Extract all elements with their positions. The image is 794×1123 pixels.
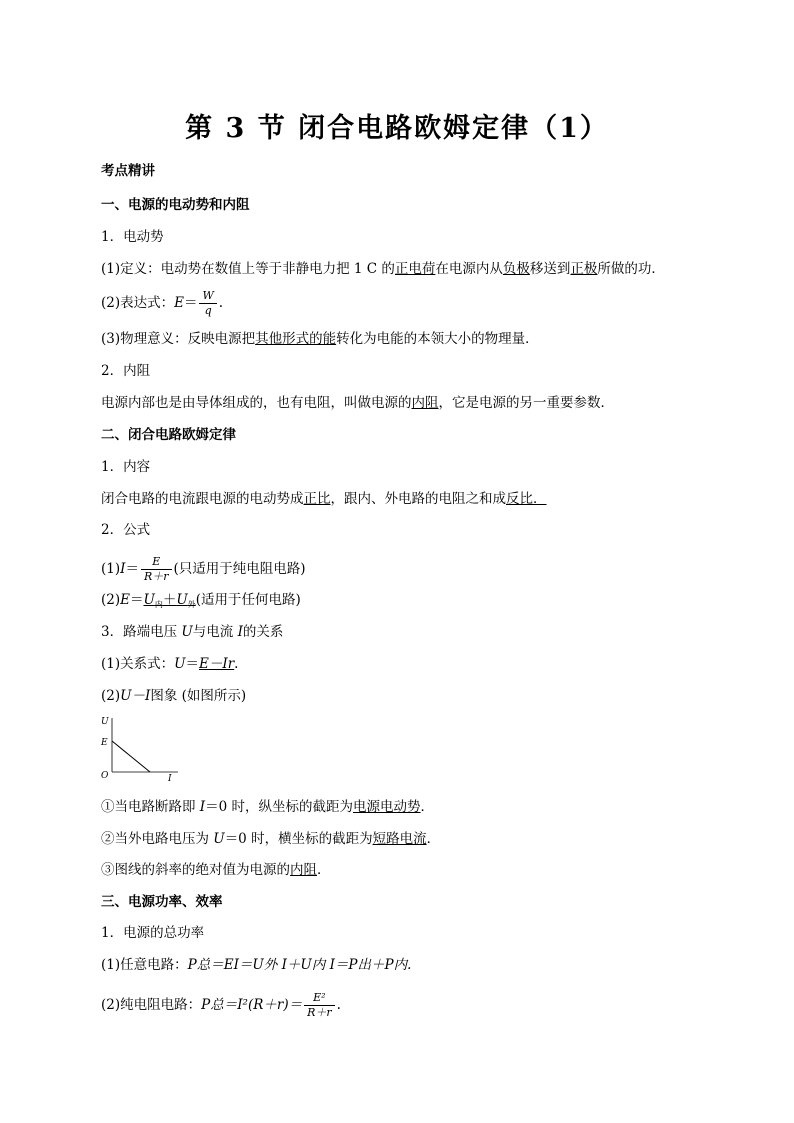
formula: P总＝I²(R＋r)＝ [201,997,303,1013]
var: U [181,624,193,640]
text: ＝ [183,295,198,311]
text: . [336,997,341,1013]
text: ＝ [185,656,200,672]
text: ＝0 时，横坐标的截距为 [224,831,373,847]
subheading-emf: 1．电动势 [101,229,164,245]
text: ＋ [162,592,177,608]
var: U－I [120,688,151,704]
text: (2) [101,688,121,704]
page-title: 第 3 节 闭合电路欧姆定律（1） [185,113,609,144]
ohm-law-content [101,490,547,508]
text: 电源内部也是由导体组成的，也有电阻，叫做电源的 [101,395,412,411]
underlined-term: 正极 [570,261,598,277]
underlined-term: E－Ir [199,656,235,672]
subheading-inner-resistance: 2．内阻 [101,363,151,379]
denominator: q [204,304,212,317]
text: 所做的功． [597,261,665,277]
power-formula-1 [101,956,411,974]
emf-definition [101,260,665,278]
formula: P总＝EI＝U外 I＋U内 I＝P出＋P内. [187,957,412,973]
subheading-terminal-voltage [101,623,283,641]
text: (2) [101,592,121,608]
heading-1: 一、电源的电动势和内阻 [101,197,250,213]
text: (2)纯电阻电路： [101,997,202,1013]
var: I [237,624,243,640]
underlined-term: 内阻 [290,862,317,878]
denominator: R＋r [307,1006,332,1019]
text: 在电源内从 [435,261,503,277]
numerator: E² [304,991,335,1006]
text: (2)表达式： [101,295,175,311]
underlined-term: 反比． [506,491,547,507]
fraction [199,289,216,318]
subheading-content: 1．内容 [101,459,151,475]
text: ②当外电路电压为 [101,831,214,847]
text: (1)任意电路： [101,957,188,973]
underlined-term: 其他形式的能 [255,331,337,347]
text: ． [317,862,331,878]
var: U [143,592,155,608]
heading-3: 三、电源功率、效率 [101,894,223,910]
text: ． [420,799,435,815]
text: 转化为电能的本领大小的物理量． [336,331,539,347]
emf-expression [101,289,223,318]
text: (只适用于纯电阻电路) [173,561,306,577]
text: (1)关系式： [101,656,175,672]
power-formula-2 [101,991,341,1020]
text: ＝ [125,561,139,577]
denominator: R＋r [143,570,169,583]
formula-2 [101,591,301,614]
axis-label-i: I [168,774,172,782]
text: ③图线的斜率的绝对值为电源的 [101,862,290,878]
var: E [120,592,130,608]
var: U [213,831,225,847]
axis-label-u: U [101,717,109,727]
underlined-term: 电源电动势 [353,799,421,815]
var: I [199,799,206,815]
var: U [176,592,188,608]
text: ，跟内、外电路的电阻之和成 [330,491,506,507]
text: ①当电路断路即 [101,799,200,815]
underlined-term: 正比 [303,491,331,507]
text: ，它是电源的另一重要参数． [438,395,614,411]
fraction [141,555,172,584]
text: . [218,295,224,311]
numerator: E [141,555,172,570]
text: (1)定义：电动势在数值上等于非静电力把 1 C 的 [101,261,395,277]
text: (适用于任何电路) [195,592,301,608]
var: E [174,295,184,311]
underlined-term: 负极 [502,261,530,277]
subscript: 内 [154,600,163,609]
text: (3)物理意义：反映电源把 [101,331,256,347]
subscript: 外 [187,600,196,609]
text: 闭合电路的电流跟电源的电动势成 [101,491,304,507]
section-label: 考点精讲 [101,163,155,179]
text: (1) [101,561,121,577]
axis-label-o: O [101,771,109,781]
text: ＝0 时，纵坐标的截距为 [205,799,354,815]
formula-1 [101,555,306,584]
underlined-term: 短路电流 [372,831,427,847]
ui-graph [100,712,190,782]
var: I [120,561,126,577]
heading-2: 二、闭合电路欧姆定律 [101,427,236,443]
conclusion-1 [101,798,434,816]
axis-label-e: E [101,738,108,748]
var: U [174,656,186,672]
subheading-formula: 2．公式 [101,522,151,538]
inner-resistance-text [101,394,614,412]
text: 与电流 [192,624,238,640]
underlined-term: 内阻 [411,395,439,411]
graph-caption [101,687,246,705]
ui-line [112,741,150,772]
emf-meaning [101,330,539,348]
text: ＝ [129,592,144,608]
text: 的关系 [242,624,284,640]
fraction [304,991,335,1020]
text: 移送到 [529,261,571,277]
relation-formula [101,655,238,673]
conclusion-3 [101,861,331,879]
numerator: W [199,289,216,304]
text: 图象 (如图所示) [150,688,247,704]
text: . [234,656,239,672]
subheading-total-power: 1．电源的总功率 [101,925,205,941]
text: ． [426,831,441,847]
text: 3．路端电压 [101,624,182,640]
conclusion-2 [101,830,440,848]
underlined-term: 正电荷 [394,261,436,277]
